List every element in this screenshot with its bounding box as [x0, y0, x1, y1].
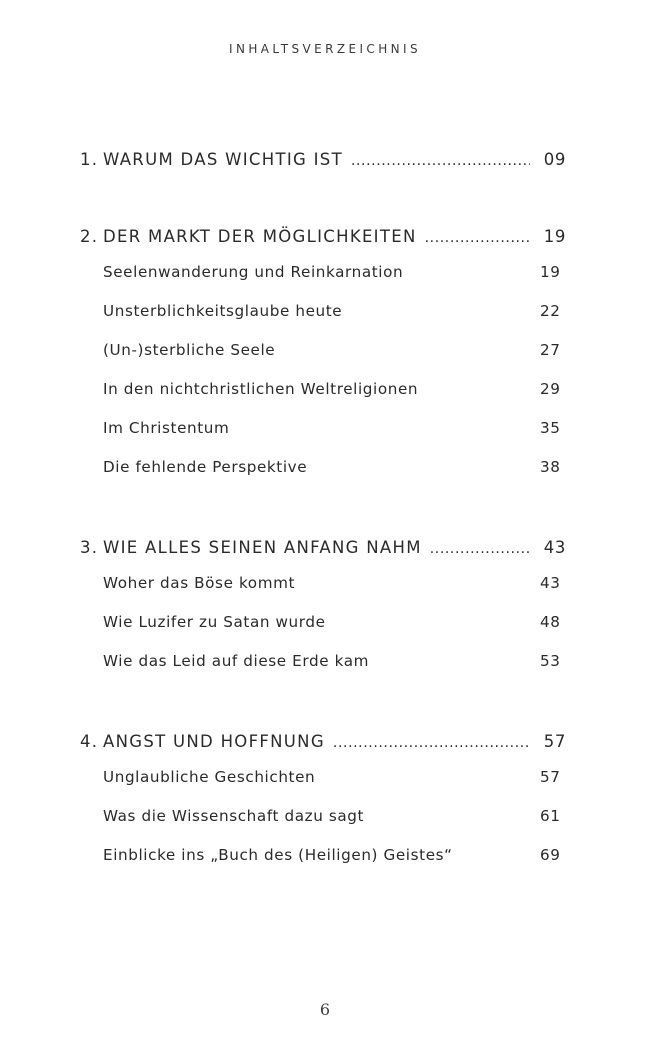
section-title: Seelenwanderung und Reinkarnation: [103, 263, 404, 281]
chapter-heading[interactable]: [80, 150, 566, 186]
dot-leader: [333, 735, 530, 751]
section-page-number: 69: [540, 846, 561, 864]
chapter-page-number: 57: [543, 732, 566, 751]
toc-section-entry[interactable]: [80, 380, 566, 419]
toc-section-entry[interactable]: [80, 574, 566, 613]
toc-chapter-4: [80, 732, 566, 885]
page-number: 6: [319, 1000, 331, 1019]
section-title: Im Christentum: [103, 419, 230, 437]
toc-chapter-2: [80, 227, 566, 497]
toc-section-entry[interactable]: [80, 263, 566, 302]
toc-section-entry[interactable]: [80, 768, 566, 807]
table-of-contents: [80, 150, 566, 926]
chapter-title: ANGST UND HOFFNUNG: [103, 732, 325, 751]
chapter-heading[interactable]: [80, 538, 566, 574]
section-page-number: 57: [540, 768, 561, 786]
toc-section-entry[interactable]: [80, 846, 566, 885]
dot-leader: [425, 230, 530, 246]
section-title: Woher das Böse kommt: [103, 574, 296, 592]
section-page-number: 29: [540, 380, 561, 398]
section-page-number: 61: [540, 807, 561, 825]
section-title: Wie Luzifer zu Satan wurde: [103, 613, 326, 631]
toc-section-entry[interactable]: [80, 807, 566, 846]
chapter-title: WARUM DAS WICHTIG IST: [103, 150, 343, 169]
toc-chapter-3: [80, 538, 566, 691]
dot-leader: [430, 541, 530, 557]
chapter-number: 1.: [80, 150, 99, 169]
section-page-number: 43: [540, 574, 561, 592]
section-title: Wie das Leid auf diese Erde kam: [103, 652, 369, 670]
chapter-page-number: 19: [543, 227, 566, 246]
chapter-title: WIE ALLES SEINEN ANFANG NAHM: [103, 538, 422, 557]
chapter-number: 2.: [80, 227, 99, 246]
section-title: In den nichtchristlichen Weltreligionen: [103, 380, 419, 398]
chapter-page-number: 43: [543, 538, 566, 557]
toc-section-entry[interactable]: [80, 458, 566, 497]
toc-section-entry[interactable]: [80, 419, 566, 458]
chapter-heading[interactable]: [80, 732, 566, 768]
section-page-number: 27: [540, 341, 561, 359]
toc-section-entry[interactable]: [80, 341, 566, 380]
section-title: (Un-)sterbliche Seele: [103, 341, 276, 359]
section-page-number: 53: [540, 652, 561, 670]
section-title: Die fehlende Perspektive: [103, 458, 308, 476]
section-page-number: 38: [540, 458, 561, 476]
chapter-number: 3.: [80, 538, 99, 557]
section-title: Einblicke ins „Buch des (Heiligen) Geistes“: [103, 846, 453, 864]
chapter-title: DER MARKT DER MÖGLICHKEITEN: [103, 227, 417, 246]
dot-leader: [351, 153, 530, 169]
section-page-number: 48: [540, 613, 561, 631]
section-page-number: 19: [540, 263, 561, 281]
section-title: Unglaubliche Geschichten: [103, 768, 316, 786]
section-page-number: 22: [540, 302, 561, 320]
toc-section-entry[interactable]: [80, 302, 566, 341]
chapter-page-number: 09: [543, 150, 566, 169]
chapter-heading[interactable]: [80, 227, 566, 263]
section-page-number: 35: [540, 419, 561, 437]
toc-chapter-1: [80, 150, 566, 186]
chapter-number: 4.: [80, 732, 99, 751]
toc-section-entry[interactable]: [80, 652, 566, 691]
page-title: INHALTSVERZEICHNIS: [229, 42, 421, 56]
toc-section-entry[interactable]: [80, 613, 566, 652]
section-title: Was die Wissenschaft dazu sagt: [103, 807, 365, 825]
section-title: Unsterblichkeitsglaube heute: [103, 302, 343, 320]
